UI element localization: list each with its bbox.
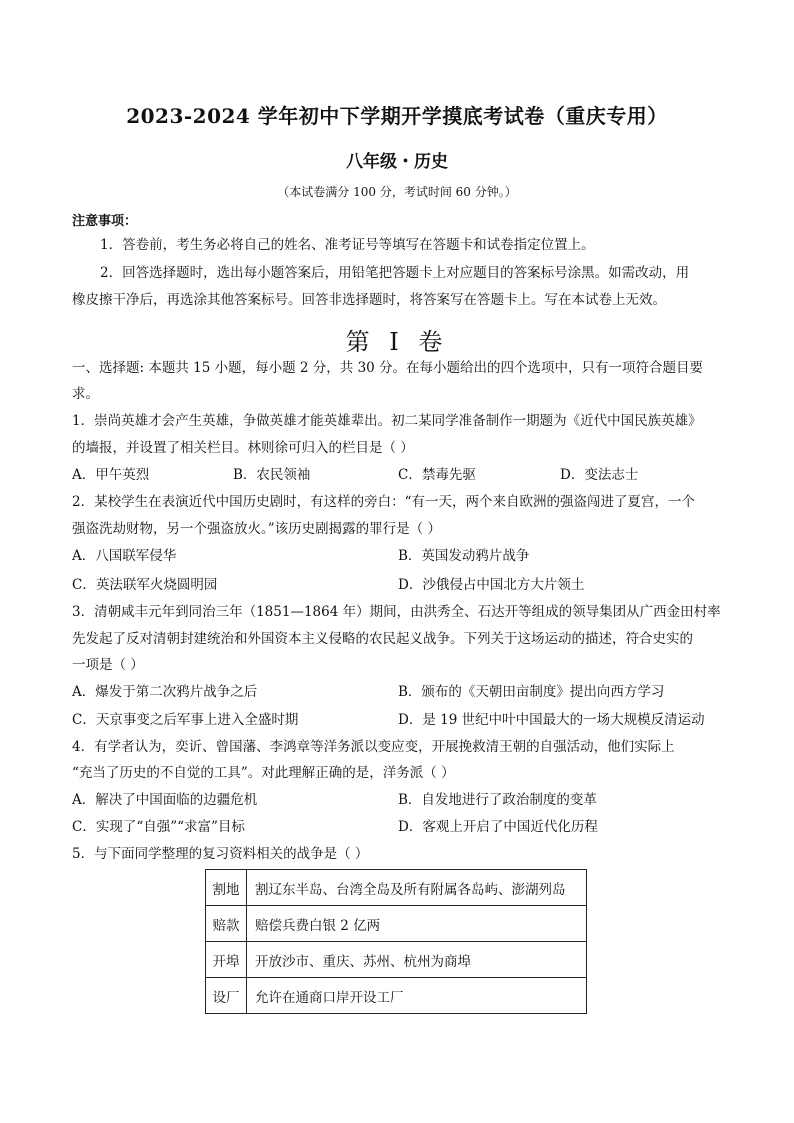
question-4-option-d: D．客观上开启了中国近代化历程 — [398, 819, 598, 835]
question-4-option-c: C．实现了“自强”“求富”目标 — [72, 819, 245, 835]
question-2-line-2: 强盗洗劫财物，另一个强盗放火。”该历史剧揭露的罪行是（ ） — [72, 521, 441, 537]
table-row — [206, 978, 587, 1014]
table-row — [206, 870, 587, 906]
question-2-line-1: 2．某校学生在表演近代中国历史剧时，有这样的旁白：“有一天，两个来自欧洲的强盗闯进了夏宫，一个 — [72, 494, 695, 510]
notice-item-2-line-2: 橡皮擦干净后，再选涂其他答案标号。回答非选择题时，将答案写在答题卡上。写在本试卷上无效。 — [72, 292, 666, 308]
question-1-option-c: C．禁毒先驱 — [398, 467, 476, 483]
question-1-option-a: A．甲午英烈 — [72, 467, 150, 483]
table-row — [206, 906, 587, 942]
question-3-line-3: 一项是（ ） — [72, 657, 144, 673]
table-cell-key: 设厂 — [206, 978, 247, 1014]
table-cell-value: 允许在通商口岸开设工厂 — [247, 978, 587, 1014]
section-instructions-line-1: 一、选择题: 本题共 15 小题，每小题 2 分，共 30 分。在每小题给出的四个选项中，只有一项符合题目要 — [72, 360, 704, 376]
question-3-option-a: A．爆发于第二次鸦片战争之后 — [72, 684, 258, 700]
question-3-option-d: D．是 19 世纪中叶中国最大的一场大规模反清运动 — [398, 712, 705, 728]
question-2-option-d: D．沙俄侵占中国北方大片领土 — [398, 577, 585, 593]
question-4-option-b: B．自发地进行了政治制度的变革 — [398, 792, 597, 808]
question-3-line-1: 3．清朝咸丰元年到同治三年（1851—1864 年）期间，由洪秀全、石达开等组成的领导集团从广西金田村率 — [72, 604, 721, 620]
notice-item-2-line-1: 2．回答选择题时，选出每小题答案后，用铅笔把答题卡上对应题目的答案标号涂黑。如需改动，用 — [100, 265, 690, 281]
volume-title: 第 I 卷 — [345, 328, 449, 356]
review-material-table — [205, 869, 587, 1014]
table-row — [206, 942, 587, 978]
table-cell-value: 赔偿兵费白银 2 亿两 — [247, 906, 587, 942]
question-2-option-b: B．英国发动鸦片战争 — [398, 548, 530, 564]
table-cell-key: 开埠 — [206, 942, 247, 978]
question-3-line-2: 先发起了反对清朝封建统治和外国资本主义侵略的农民起义战争。下列关于这场运动的描述，符合史实的 — [72, 631, 693, 647]
question-4-line-1: 4．有学者认为，奕䜣、曾国藩、李鸿章等洋务派以变应变，开展挽救清王朝的自强活动，他们实际上 — [72, 739, 675, 755]
question-4-line-2: “充当了历史的不自觉的工具”。对此理解正确的是，洋务派（ ） — [72, 765, 455, 781]
section-instructions-line-2: 求。 — [72, 386, 99, 402]
table-cell-key: 割地 — [206, 870, 247, 906]
question-5-line-1: 5．与下面同学整理的复习资料相关的战争是（ ） — [72, 846, 369, 862]
question-1-option-d: D．变法志士 — [560, 467, 639, 483]
table-cell-value: 割辽东半岛、台湾全岛及所有附属各岛屿、澎湖列岛 — [247, 870, 587, 906]
question-2-option-a: A．八国联军侵华 — [72, 548, 177, 564]
question-3-option-b: B．颁布的《天朝田亩制度》提出向西方学习 — [398, 684, 665, 700]
notice-item-1: 1．答卷前，考生务必将自己的姓名、准考证号等填写在答题卡和试卷指定位置上。 — [100, 237, 595, 253]
question-1-line-1: 1．崇尚英雄才会产生英雄，争做英雄才能英雄辈出。初二某同学准备制作一期题为《近代中国民族英雄》 — [72, 413, 702, 429]
question-1-option-b: B．农民领袖 — [233, 467, 311, 483]
table-cell-key: 赔款 — [206, 906, 247, 942]
question-4-option-a: A．解决了中国面临的边疆危机 — [72, 792, 258, 808]
question-1-line-2: 的墙报，并设置了相关栏目。林则徐可归入的栏目是（ ） — [72, 440, 414, 456]
table-cell-value: 开放沙市、重庆、苏州、杭州为商埠 — [247, 942, 587, 978]
exam-subtitle: 八年级・历史 — [346, 152, 448, 172]
exam-title: 2023-2024 学年初中下学期开学摸底考试卷（重庆专用） — [126, 104, 668, 128]
exam-score-time-note: （本试卷满分 100 分，考试时间 60 分钟。） — [277, 185, 517, 199]
notice-heading: 注意事项： — [72, 214, 138, 229]
question-3-option-c: C．天京事变之后军事上进入全盛时期 — [72, 712, 299, 728]
question-2-option-c: C．英法联军火烧圆明园 — [72, 577, 218, 593]
